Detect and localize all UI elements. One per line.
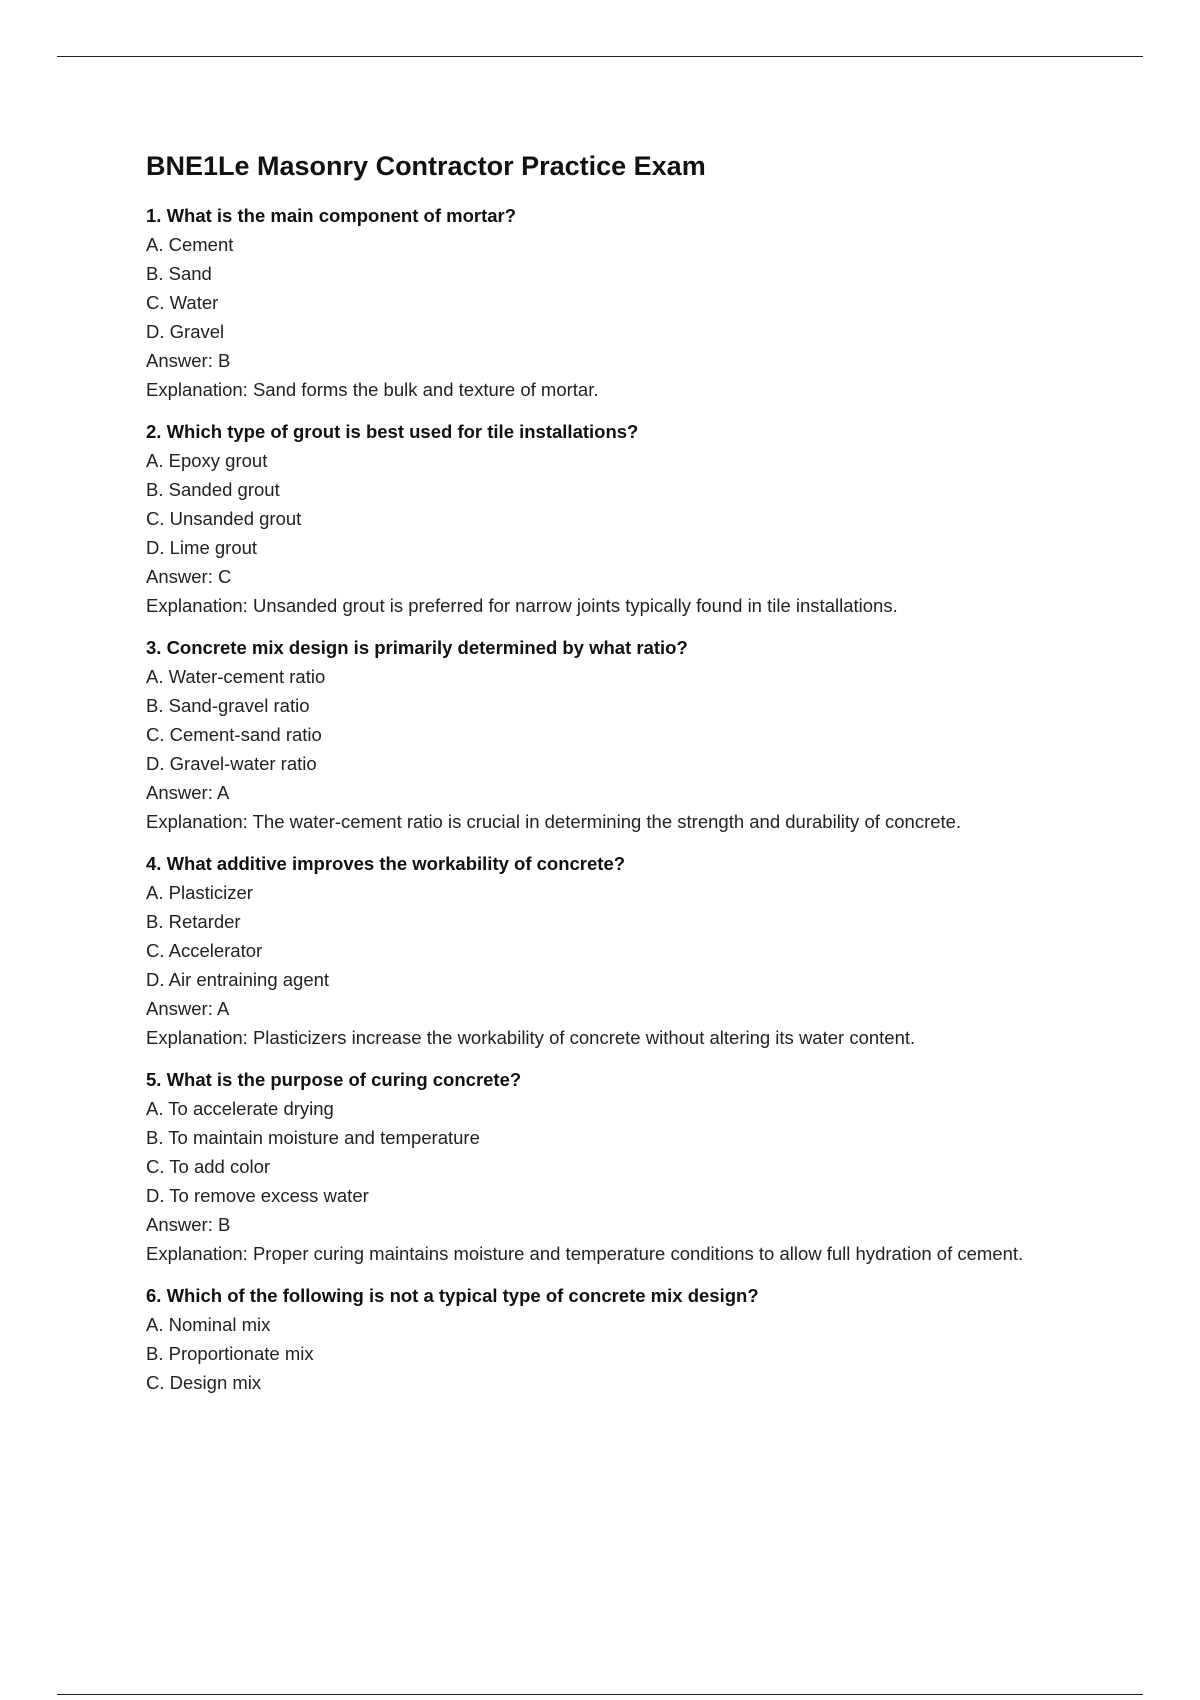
question-3	[146, 633, 1086, 836]
option-d: D. Gravel	[146, 321, 225, 342]
option-a: A. Epoxy grout	[146, 450, 268, 471]
bottom-divider	[57, 1694, 1143, 1695]
answer: Answer: A	[146, 998, 230, 1019]
question-text: 2. Which type of grout is best used for tile installations?	[146, 421, 639, 442]
question-text: 1. What is the main component of mortar?	[146, 205, 517, 226]
option-c: C. Cement-sand ratio	[146, 724, 322, 745]
question-1	[146, 201, 1086, 404]
option-a: A. Nominal mix	[146, 1314, 271, 1335]
option-a: A. Water-cement ratio	[146, 666, 326, 687]
option-a: A. To accelerate drying	[146, 1098, 334, 1119]
page-title: BNE1Le Masonry Contractor Practice Exam	[146, 151, 706, 181]
option-c: C. Design mix	[146, 1372, 262, 1393]
answer: Answer: B	[146, 350, 231, 371]
option-b: B. Retarder	[146, 911, 241, 932]
option-d: D. Lime grout	[146, 537, 258, 558]
option-b: B. To maintain moisture and temperature	[146, 1127, 480, 1148]
explanation: Explanation: Proper curing maintains moisture and temperature conditions to allow full hydration of cement.	[146, 1243, 1024, 1264]
question-text: 6. Which of the following is not a typical type of concrete mix design?	[146, 1285, 759, 1306]
explanation: Explanation: The water-cement ratio is crucial in determining the strength and durability of concrete.	[146, 811, 962, 832]
option-d: D. Gravel-water ratio	[146, 753, 317, 774]
question-2	[146, 417, 1086, 620]
answer: Answer: A	[146, 782, 230, 803]
option-b: B. Proportionate mix	[146, 1343, 314, 1364]
question-text: 3. Concrete mix design is primarily determined by what ratio?	[146, 637, 688, 658]
explanation: Explanation: Sand forms the bulk and texture of mortar.	[146, 379, 599, 400]
answer: Answer: B	[146, 1214, 231, 1235]
option-b: B. Sanded grout	[146, 479, 280, 500]
top-divider	[57, 56, 1143, 57]
option-b: B. Sand	[146, 263, 212, 284]
exam-content	[146, 148, 1086, 1410]
option-a: A. Plasticizer	[146, 882, 253, 903]
explanation: Explanation: Unsanded grout is preferred for narrow joints typically found in tile installations.	[146, 595, 898, 616]
option-b: B. Sand-gravel ratio	[146, 695, 310, 716]
option-a: A. Cement	[146, 234, 234, 255]
answer: Answer: C	[146, 566, 232, 587]
explanation: Explanation: Plasticizers increase the workability of concrete without altering its water content.	[146, 1027, 916, 1048]
question-text: 5. What is the purpose of curing concrete?	[146, 1069, 522, 1090]
option-c: C. Water	[146, 292, 219, 313]
question-6	[146, 1281, 1086, 1397]
question-4	[146, 849, 1086, 1052]
question-text: 4. What additive improves the workability of concrete?	[146, 853, 626, 874]
question-5	[146, 1065, 1086, 1268]
option-c: C. To add color	[146, 1156, 271, 1177]
option-d: D. To remove excess water	[146, 1185, 369, 1206]
option-c: C. Accelerator	[146, 940, 263, 961]
option-d: D. Air entraining agent	[146, 969, 330, 990]
option-c: C. Unsanded grout	[146, 508, 302, 529]
